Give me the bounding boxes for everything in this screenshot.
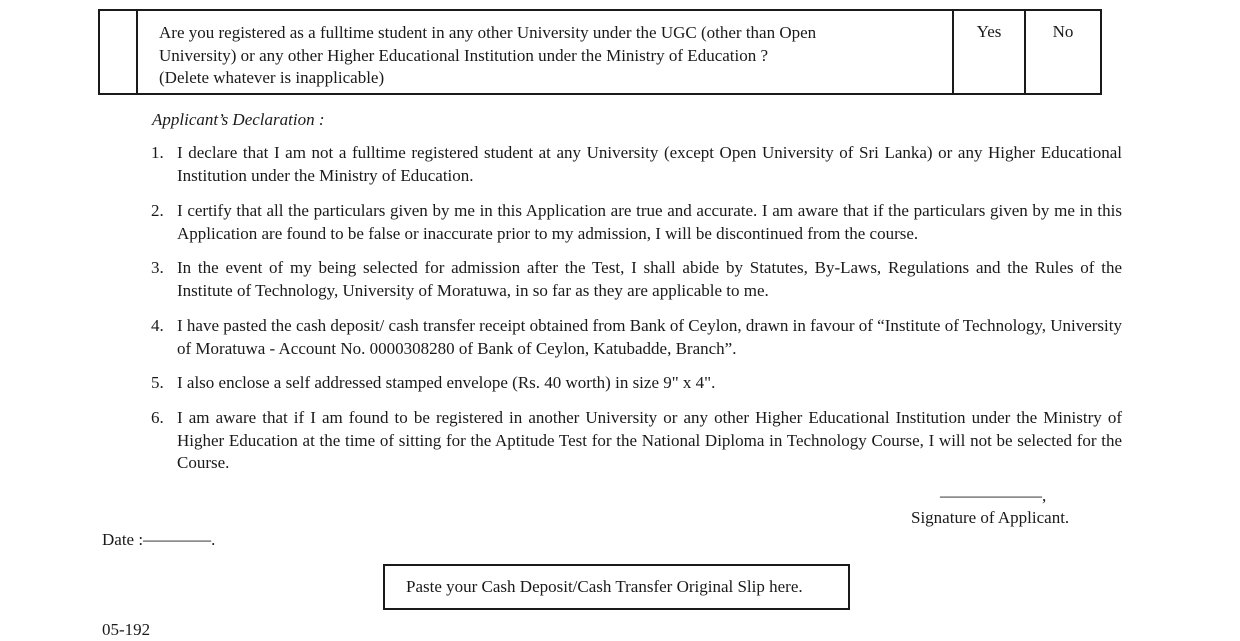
declaration-item-number: 1. (151, 143, 164, 162)
paste-slip-box (383, 564, 850, 610)
declaration-item-number: 5. (151, 373, 164, 392)
registration-question-cell (138, 11, 954, 93)
page-code: 05-192 (102, 620, 151, 639)
declaration-item-text: I certify that all the particulars given by me in this Application are true and accurate. I am aware that if the particulars given by me in this Application are found to be false or inaccurate prior to my admission, I will be discontinued from the course. (177, 201, 1122, 243)
question-line-1: Are you registered as a fulltime student in any other University under the UGC (other than Open (159, 23, 817, 42)
declaration-item-5 (151, 372, 1122, 395)
declaration-item-number: 4. (151, 316, 164, 335)
declaration-item-2 (151, 200, 1122, 245)
question-line-3: (Delete whatever is inapplicable) (159, 68, 385, 87)
question-number-cell (100, 11, 138, 93)
declaration-item-text: I have pasted the cash deposit/ cash transfer receipt obtained from Bank of Ceylon, drawn in favour of “Institute of Technology, University of Moratuwa - Account No. 0000308280 of Bank of Ceylon, Katubadde, Branch”. (177, 316, 1122, 358)
date-field[interactable]: Date :————. (102, 530, 216, 549)
yes-option-cell[interactable] (954, 11, 1026, 93)
declaration-item-number: 2. (151, 201, 164, 220)
registration-question-table (98, 9, 1102, 95)
paste-slip-instruction: Paste your Cash Deposit/Cash Transfer Original Slip here. (406, 577, 803, 596)
declaration-heading: Applicant’s Declaration : (152, 110, 325, 129)
declaration-item-number: 3. (151, 258, 164, 277)
declaration-item-text: I also enclose a self addressed stamped envelope (Rs. 40 worth) in size 9" x 4". (177, 373, 716, 392)
signature-line[interactable]: ——————, (940, 486, 1047, 505)
declaration-item-number: 6. (151, 408, 164, 427)
no-label: No (1052, 22, 1074, 41)
declaration-item-text: I am aware that if I am found to be registered in another University or any other Higher Educational Institution under the Ministry of Higher Education at the time of sitting for the Aptitude Test for the National Diploma in Technology Course, I will not be selected for the Course. (177, 408, 1122, 472)
declaration-item-text: I declare that I am not a fulltime registered student at any University (except Open University of Sri Lanka) or any Higher Educational Institution under the Ministry of Education. (177, 143, 1122, 185)
declaration-item-4 (151, 315, 1122, 360)
declaration-item-1 (151, 142, 1122, 187)
no-option-cell[interactable] (1026, 11, 1100, 93)
declaration-item-3 (151, 257, 1122, 302)
yes-label: Yes (976, 22, 1002, 41)
declaration-item-6 (151, 407, 1122, 475)
declaration-item-text: In the event of my being selected for admission after the Test, I shall abide by Statutes, By-Laws, Regulations and the Rules of the Institute of Technology, University of Moratuwa, in so far as they are applicable to me. (177, 258, 1122, 300)
question-line-2: University) or any other Higher Educational Institution under the Ministry of Education ? (159, 45, 769, 65)
signature-label: Signature of Applicant. (911, 508, 1070, 527)
